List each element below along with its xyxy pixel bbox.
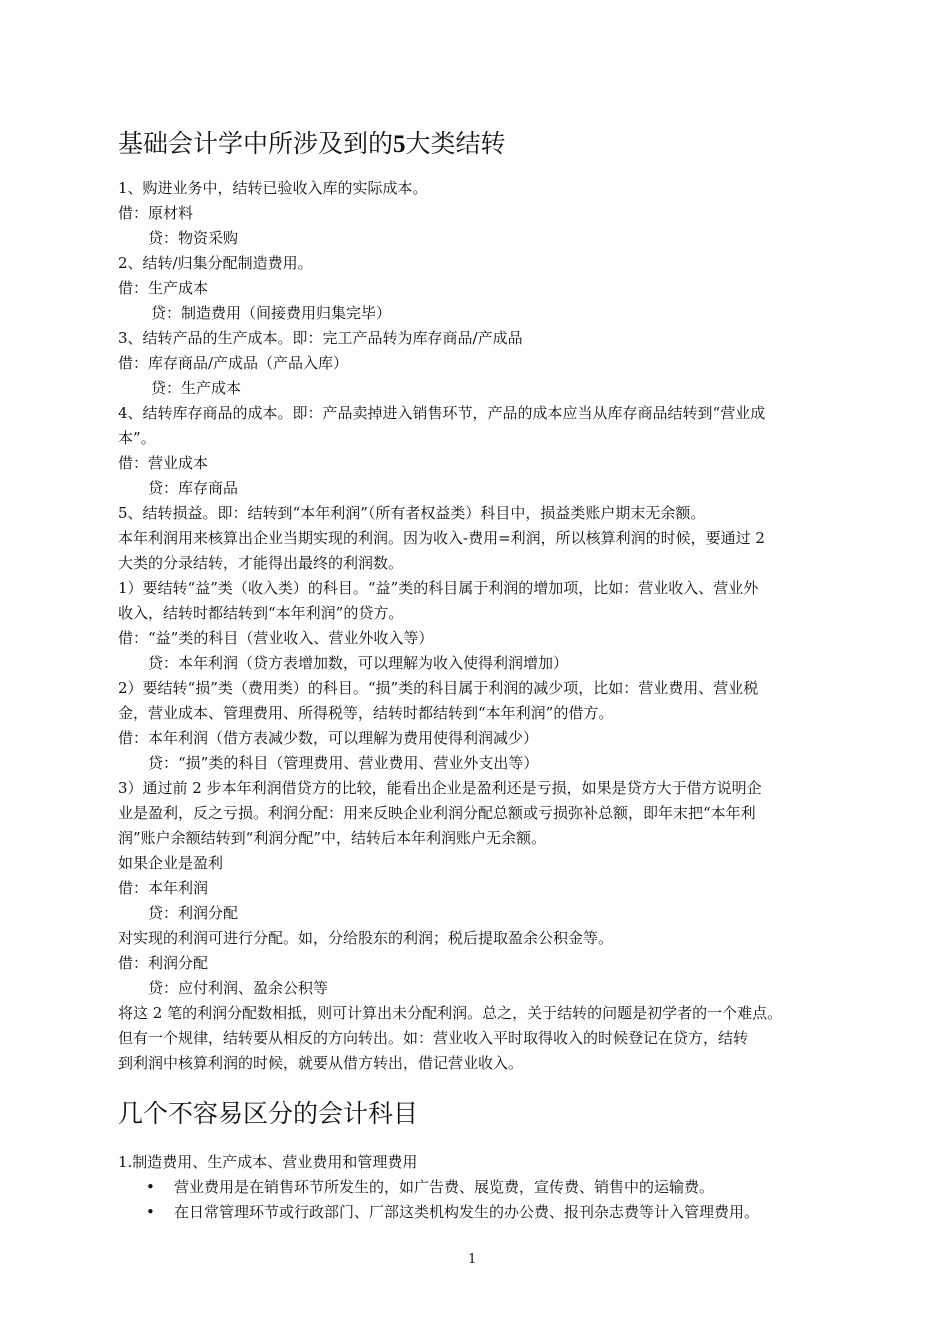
- body-line: 借：生产成本: [118, 279, 209, 297]
- body-line: 业是盈利，反之亏损。利润分配：用来反映企业利润分配总额或亏损弥补总额，即年末把“本年利: [118, 804, 756, 822]
- body-line: 2）要结转“损”类（费用类）的科目。“损”类的科目属于利润的减少项，比如：营业费用、营业税: [118, 679, 759, 697]
- body-line-indented: 贷：应付利润、盈余公积等: [148, 979, 329, 997]
- body-line: 如果企业是盈利: [118, 854, 224, 872]
- body-line: 3）通过前 2 步本年利润借贷方的比较，能看出企业是盈利还是亏损，如果是贷方大于借方说明企: [118, 779, 762, 797]
- body-line: 1、购进业务中，结转已验收入库的实际成本。: [118, 179, 428, 197]
- bullet-icon: •: [146, 1203, 155, 1221]
- bullet-icon: •: [146, 1178, 155, 1196]
- title-number: 5: [393, 131, 406, 158]
- body-line: 借：库存商品/产成品（产品入库）: [118, 354, 349, 372]
- list-item-text: 在日常管理环节或行政部门、厂部这类机构发生的办公费、报刊杂志费等计入管理费用。: [174, 1203, 760, 1221]
- title-text-post: 大类结转: [405, 129, 506, 158]
- title-text-pre: 基础会计学中所涉及到的: [118, 129, 394, 158]
- body-line-indented: 贷：本年利润（贷方表增加数，可以理解为收入使得利润增加）: [148, 654, 569, 672]
- body-line-indented: 贷：“损”类的科目（管理费用、营业费用、营业外支出等）: [148, 754, 539, 772]
- body-line: 3、结转产品的生产成本。即：完工产品转为库存商品/产成品: [118, 329, 523, 347]
- body-line: 润”账户余额结转到“利润分配”中，结转后本年利润账户无余额。: [118, 829, 547, 847]
- body-line-indented: 贷：物资采购: [148, 229, 239, 247]
- body-line-indented: 贷：库存商品: [148, 479, 239, 497]
- body-line: 借：营业成本: [118, 454, 209, 472]
- body-line: 借：“益”类的科目（营业收入、营业外收入等）: [118, 629, 434, 647]
- body-line-indented: 贷：制造费用（间接费用归集完毕）: [151, 304, 392, 322]
- body-line: 4、结转库存商品的成本。即：产品卖掉进入销售环节，产品的成本应当从库存商品结转到“营业成: [118, 404, 766, 422]
- body-line: 5、结转损益。即：结转到“本年利润”（所有者权益类）科目中，损益类账户期末无余额。: [118, 504, 706, 522]
- body-line-indented: 贷：生产成本: [151, 379, 242, 397]
- body-line: 借：本年利润（借方表减少数，可以理解为费用使得利润减少）: [118, 729, 539, 747]
- body-line: 本”。: [118, 429, 156, 447]
- body-line: 到利润中核算利润的时候，就要从借方转出，借记营业收入。: [118, 1054, 524, 1072]
- body-line: 本年利润用来核算出企业当期实现的利润。因为收入-费用=利润，所以核算利润的时候，要通过 2: [118, 529, 765, 547]
- body-line: 借：利润分配: [118, 954, 209, 972]
- body-line: 1）要结转“益”类（收入类）的科目。“益”类的科目属于利润的增加项，比如：营业收入、营业外: [118, 579, 759, 597]
- body-line: 借：原材料: [118, 204, 194, 222]
- body-line: 2、结转/归集分配制造费用。: [118, 254, 313, 272]
- body-line: 但有一个规律，结转要从相反的方向转出。如：营业收入平时取得收入的时候登记在贷方，结转: [118, 1029, 749, 1047]
- page-number: 1: [468, 1252, 477, 1267]
- body-line-indented: 贷：利润分配: [148, 904, 239, 922]
- body-line: 大类的分录结转，才能得出最终的利润数。: [118, 554, 404, 572]
- list-item: [146, 1202, 759, 1222]
- body-line: 金，营业成本、管理费用、所得税等，结转时都结转到“本年利润”的借方。: [118, 704, 614, 722]
- body-line: 对实现的利润可进行分配。如，分给股东的利润；税后提取盈余公积金等。: [118, 929, 614, 947]
- section-subtitle: 1.制造费用、生产成本、营业费用和管理费用: [118, 1153, 418, 1171]
- list-item-text: 营业费用是在销售环节所发生的，如广告费、展览费，宣传费、销售中的运输费。: [174, 1178, 715, 1196]
- body-line: 将这 2 笔的利润分配数相抵，则可计算出未分配利润。总之，关于结转的问题是初学者的一个难点。: [118, 1004, 783, 1022]
- body-line: 借：本年利润: [118, 879, 209, 897]
- section-title-transfers: [118, 128, 506, 161]
- section-title-accounts: 几个不容易区分的会计科目: [118, 1099, 419, 1128]
- list-item: [146, 1177, 714, 1197]
- body-line: 收入，结转时都结转到“本年利润”的贷方。: [118, 604, 404, 622]
